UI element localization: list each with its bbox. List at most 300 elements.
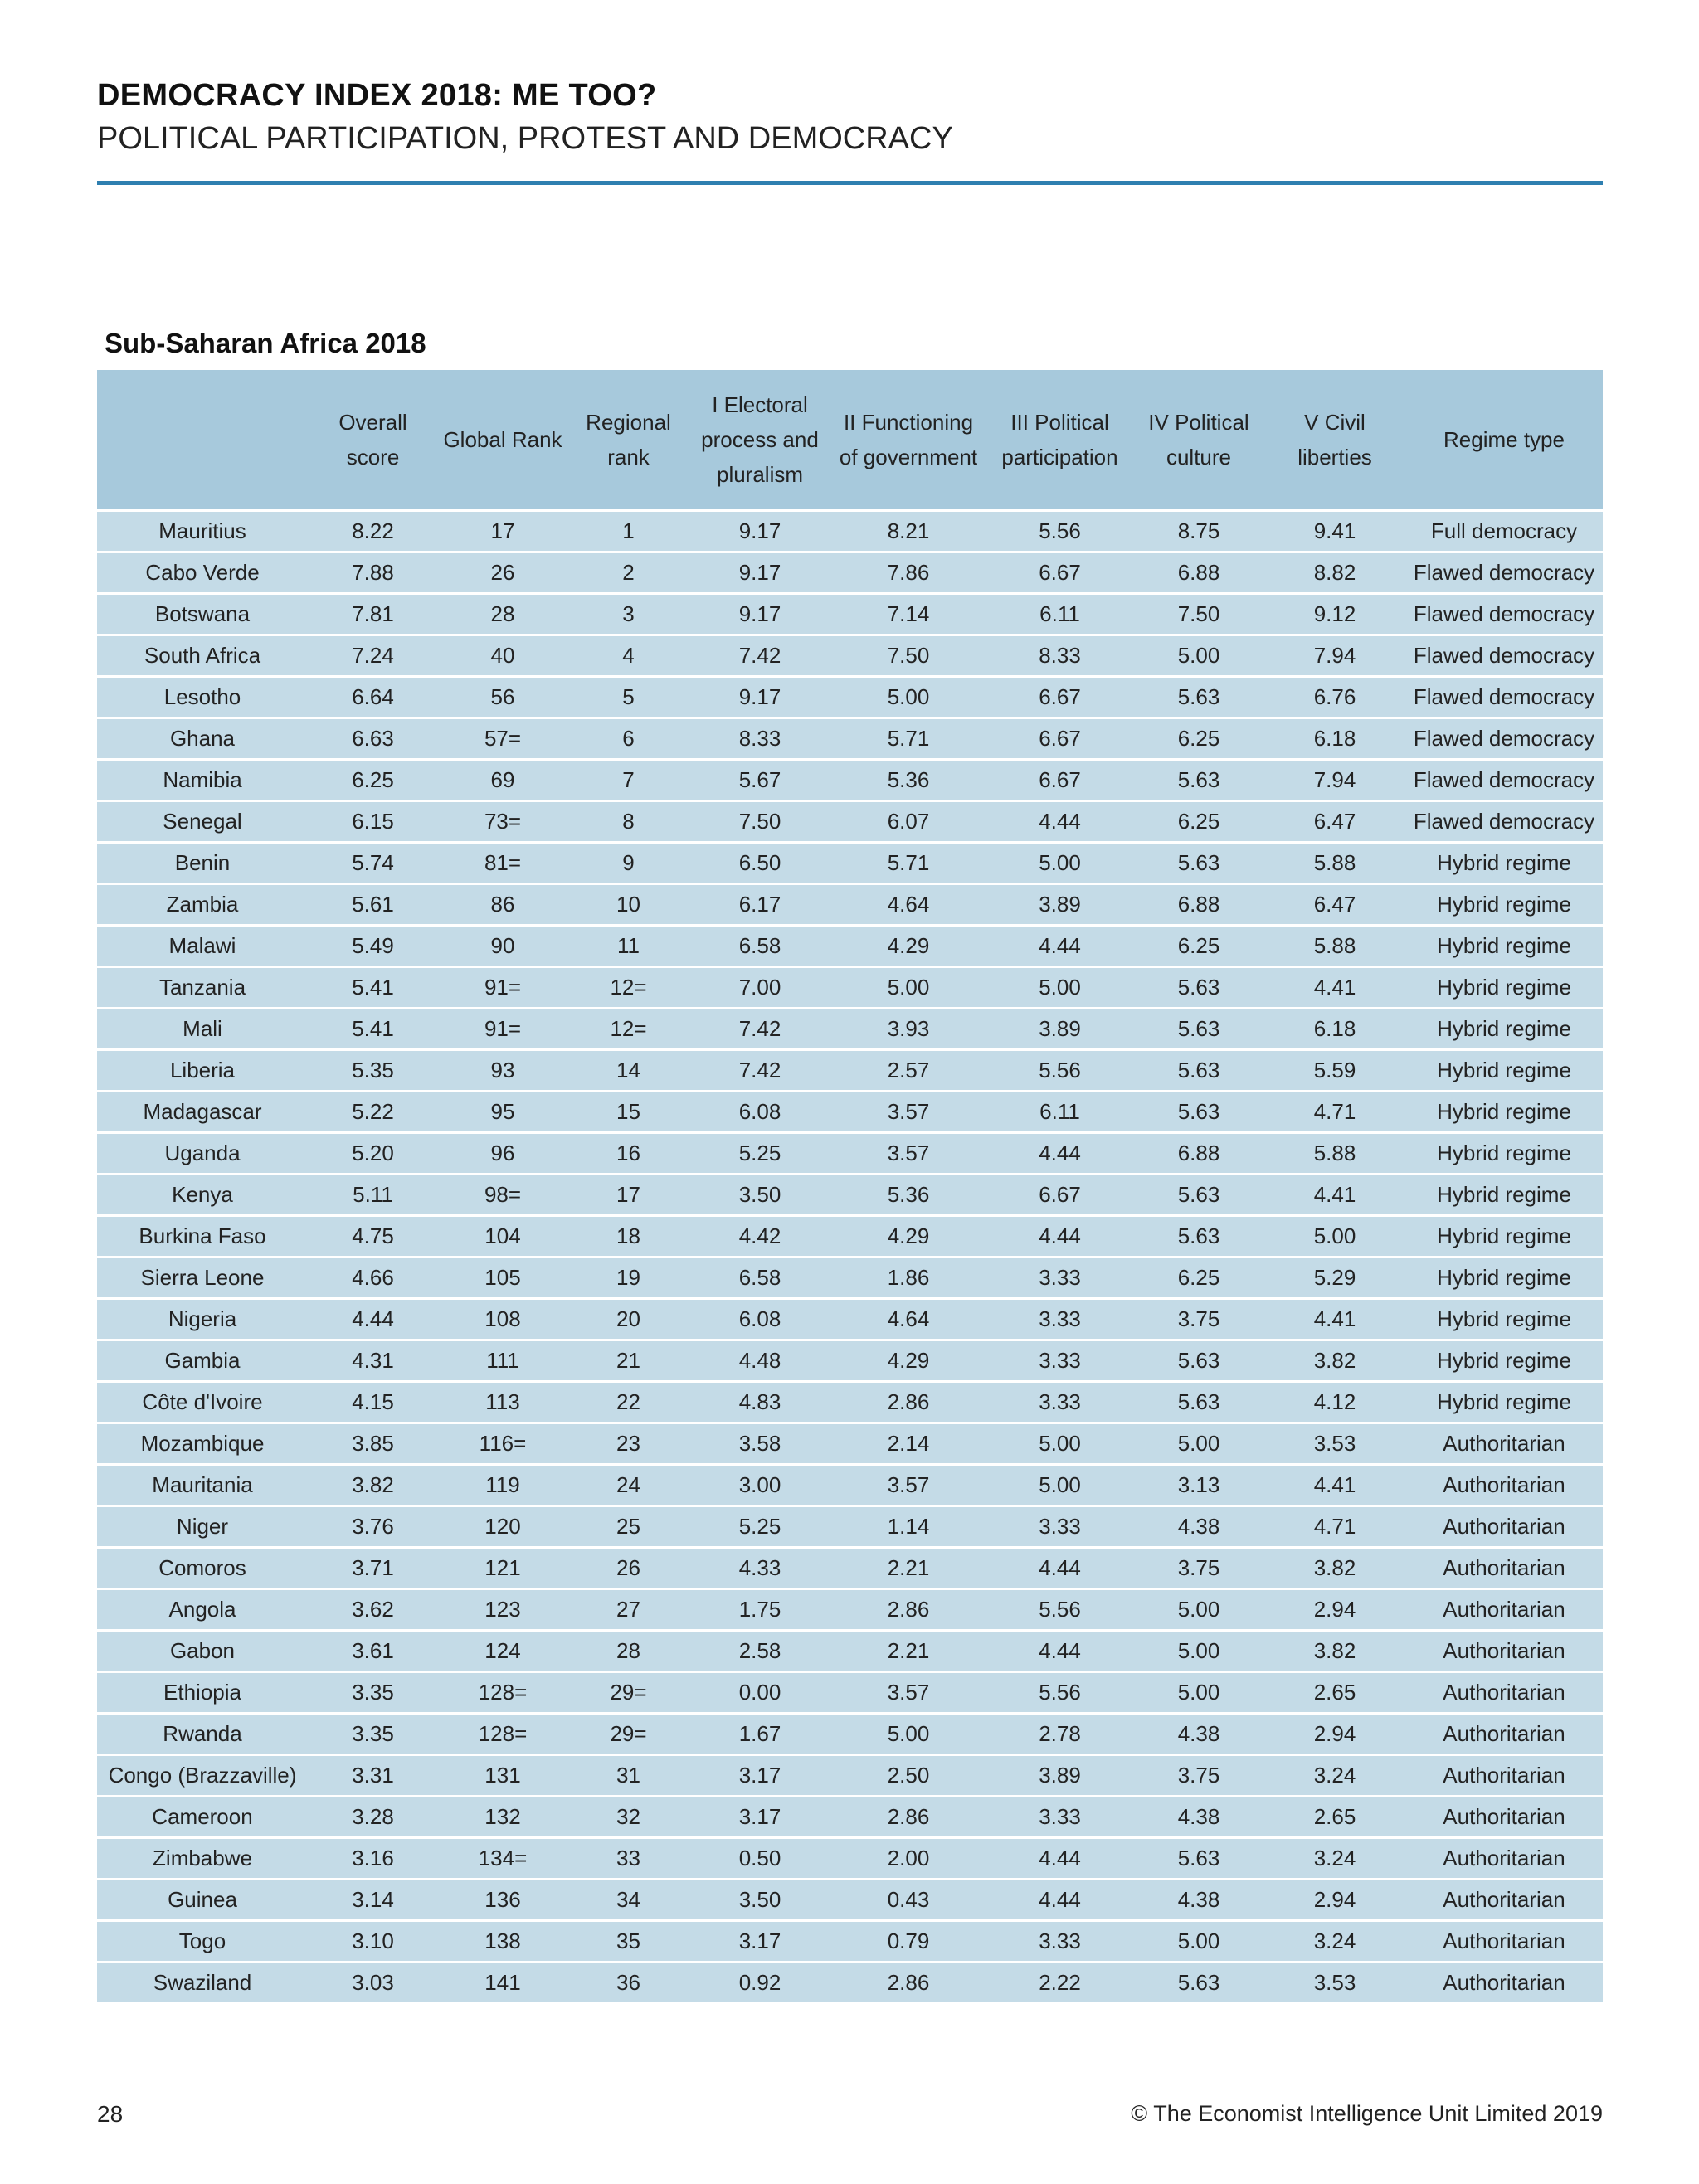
country-cell: Swaziland <box>97 1963 308 2003</box>
score-cell: 6.76 <box>1264 677 1405 718</box>
country-cell: Tanzania <box>97 967 308 1009</box>
column-header: IV Political culture <box>1133 370 1264 511</box>
score-cell: 6.88 <box>1133 1133 1264 1175</box>
score-cell: 31 <box>567 1755 689 1797</box>
country-cell: Botswana <box>97 594 308 635</box>
score-cell: 5.00 <box>1264 1216 1405 1257</box>
democracy-index-table <box>97 370 1603 2002</box>
score-cell: 12= <box>567 1009 689 1050</box>
score-cell: 3.82 <box>1264 1548 1405 1589</box>
country-cell: Gambia <box>97 1340 308 1382</box>
score-cell: 4.41 <box>1264 1175 1405 1216</box>
copyright-notice: © The Economist Intelligence Unit Limited 2019 <box>1131 2101 1603 2126</box>
report-title: DEMOCRACY INDEX 2018: ME TOO? <box>97 78 657 113</box>
score-cell: 4.44 <box>986 1216 1133 1257</box>
regime-type-cell: Hybrid regime <box>1405 1340 1603 1382</box>
score-cell: 108 <box>438 1299 567 1340</box>
score-cell: 7.50 <box>689 801 830 843</box>
score-cell: 5.63 <box>1133 967 1264 1009</box>
regime-type-cell: Authoritarian <box>1405 1672 1603 1714</box>
table-row <box>97 677 1603 718</box>
score-cell: 36 <box>567 1963 689 2003</box>
column-header: Regime type <box>1405 370 1603 511</box>
score-cell: 134= <box>438 1838 567 1880</box>
score-cell: 5.56 <box>986 511 1133 552</box>
score-cell: 12= <box>567 967 689 1009</box>
score-cell: 7.24 <box>308 635 438 677</box>
score-cell: 4.15 <box>308 1382 438 1423</box>
score-cell: 2.57 <box>830 1050 986 1092</box>
country-cell: Rwanda <box>97 1714 308 1755</box>
score-cell: 2.58 <box>689 1631 830 1672</box>
regime-type-cell: Authoritarian <box>1405 1423 1603 1465</box>
regime-type-cell: Hybrid regime <box>1405 1092 1603 1133</box>
score-cell: 34 <box>567 1880 689 1921</box>
score-cell: 26 <box>438 552 567 594</box>
score-cell: 5.00 <box>1133 1921 1264 1963</box>
score-cell: 9.41 <box>1264 511 1405 552</box>
regime-type-cell: Authoritarian <box>1405 1631 1603 1672</box>
column-header: III Political participation <box>986 370 1133 511</box>
score-cell: 5.63 <box>1133 1009 1264 1050</box>
score-cell: 3.17 <box>689 1797 830 1838</box>
score-cell: 9 <box>567 843 689 884</box>
table-row <box>97 1631 1603 1672</box>
score-cell: 5.25 <box>689 1133 830 1175</box>
score-cell: 123 <box>438 1589 567 1631</box>
score-cell: 6.50 <box>689 843 830 884</box>
score-cell: 6.11 <box>986 1092 1133 1133</box>
score-cell: 6.67 <box>986 760 1133 801</box>
country-cell: Burkina Faso <box>97 1216 308 1257</box>
column-header: II Functioning of government <box>830 370 986 511</box>
score-cell: 3.57 <box>830 1465 986 1506</box>
table-row <box>97 967 1603 1009</box>
score-cell: 96 <box>438 1133 567 1175</box>
score-cell: 26 <box>567 1548 689 1589</box>
score-cell: 7.94 <box>1264 635 1405 677</box>
score-cell: 124 <box>438 1631 567 1672</box>
score-cell: 7.86 <box>830 552 986 594</box>
score-cell: 5.00 <box>1133 1631 1264 1672</box>
regime-type-cell: Authoritarian <box>1405 1548 1603 1589</box>
regime-type-cell: Hybrid regime <box>1405 884 1603 926</box>
country-cell: Gabon <box>97 1631 308 1672</box>
score-cell: 14 <box>567 1050 689 1092</box>
country-cell: Benin <box>97 843 308 884</box>
score-cell: 6.67 <box>986 677 1133 718</box>
score-cell: 5.63 <box>1133 843 1264 884</box>
score-cell: 5.00 <box>830 1714 986 1755</box>
regime-type-cell: Authoritarian <box>1405 1714 1603 1755</box>
score-cell: 6.18 <box>1264 1009 1405 1050</box>
score-cell: 3.24 <box>1264 1838 1405 1880</box>
score-cell: 8.22 <box>308 511 438 552</box>
score-cell: 6.47 <box>1264 801 1405 843</box>
regime-type-cell: Hybrid regime <box>1405 1175 1603 1216</box>
score-cell: 5.36 <box>830 1175 986 1216</box>
country-cell: Zimbabwe <box>97 1838 308 1880</box>
score-cell: 8.33 <box>689 718 830 760</box>
score-cell: 3.33 <box>986 1382 1133 1423</box>
score-cell: 4.44 <box>986 1133 1133 1175</box>
score-cell: 8 <box>567 801 689 843</box>
score-cell: 5.00 <box>1133 635 1264 677</box>
score-cell: 3.10 <box>308 1921 438 1963</box>
table-row <box>97 1755 1603 1797</box>
country-cell: Mauritius <box>97 511 308 552</box>
score-cell: 2 <box>567 552 689 594</box>
score-cell: 5.49 <box>308 926 438 967</box>
score-cell: 6.67 <box>986 552 1133 594</box>
score-cell: 28 <box>438 594 567 635</box>
score-cell: 4.44 <box>986 801 1133 843</box>
table-body <box>97 511 1603 2003</box>
country-cell: Congo (Brazzaville) <box>97 1755 308 1797</box>
regime-type-cell: Authoritarian <box>1405 1506 1603 1548</box>
score-cell: 2.94 <box>1264 1714 1405 1755</box>
score-cell: 5.63 <box>1133 1216 1264 1257</box>
score-cell: 29= <box>567 1714 689 1755</box>
regime-type-cell: Authoritarian <box>1405 1465 1603 1506</box>
score-cell: 7.81 <box>308 594 438 635</box>
score-cell: 131 <box>438 1755 567 1797</box>
score-cell: 4.64 <box>830 1299 986 1340</box>
score-cell: 3.57 <box>830 1672 986 1714</box>
regime-type-cell: Hybrid regime <box>1405 967 1603 1009</box>
column-header: I Electoral process and pluralism <box>689 370 830 511</box>
score-cell: 0.43 <box>830 1880 986 1921</box>
score-cell: 98= <box>438 1175 567 1216</box>
country-cell: Côte d'Ivoire <box>97 1382 308 1423</box>
regime-type-cell: Hybrid regime <box>1405 843 1603 884</box>
regime-type-cell: Hybrid regime <box>1405 1382 1603 1423</box>
regime-type-cell: Flawed democracy <box>1405 677 1603 718</box>
score-cell: 6.64 <box>308 677 438 718</box>
score-cell: 7 <box>567 760 689 801</box>
score-cell: 5.88 <box>1264 843 1405 884</box>
score-cell: 3.75 <box>1133 1755 1264 1797</box>
country-cell: Angola <box>97 1589 308 1631</box>
column-header: Global Rank <box>438 370 567 511</box>
score-cell: 136 <box>438 1880 567 1921</box>
regime-type-cell: Hybrid regime <box>1405 1257 1603 1299</box>
score-cell: 8.82 <box>1264 552 1405 594</box>
score-cell: 3.24 <box>1264 1755 1405 1797</box>
table-row <box>97 1009 1603 1050</box>
score-cell: 6.25 <box>1133 1257 1264 1299</box>
score-cell: 57= <box>438 718 567 760</box>
score-cell: 4.29 <box>830 1216 986 1257</box>
score-cell: 6.07 <box>830 801 986 843</box>
table-row <box>97 1838 1603 1880</box>
table-row <box>97 1050 1603 1092</box>
regime-type-cell: Flawed democracy <box>1405 552 1603 594</box>
score-cell: 119 <box>438 1465 567 1506</box>
score-cell: 20 <box>567 1299 689 1340</box>
score-cell: 2.50 <box>830 1755 986 1797</box>
score-cell: 5.22 <box>308 1092 438 1133</box>
score-cell: 5.00 <box>1133 1589 1264 1631</box>
score-cell: 4.44 <box>986 1880 1133 1921</box>
score-cell: 56 <box>438 677 567 718</box>
regime-type-cell: Hybrid regime <box>1405 1133 1603 1175</box>
country-cell: Zambia <box>97 884 308 926</box>
table-row <box>97 1963 1603 2003</box>
score-cell: 4.41 <box>1264 1465 1405 1506</box>
score-cell: 3.33 <box>986 1797 1133 1838</box>
score-cell: 4 <box>567 635 689 677</box>
score-cell: 3.33 <box>986 1506 1133 1548</box>
table-header-row <box>97 370 1603 511</box>
score-cell: 32 <box>567 1797 689 1838</box>
score-cell: 1.67 <box>689 1714 830 1755</box>
score-cell: 5.56 <box>986 1589 1133 1631</box>
score-cell: 0.50 <box>689 1838 830 1880</box>
score-cell: 4.48 <box>689 1340 830 1382</box>
score-cell: 6.08 <box>689 1299 830 1340</box>
table-row <box>97 1340 1603 1382</box>
score-cell: 5 <box>567 677 689 718</box>
score-cell: 2.21 <box>830 1548 986 1589</box>
country-cell: Lesotho <box>97 677 308 718</box>
score-cell: 3.50 <box>689 1175 830 1216</box>
score-cell: 5.63 <box>1133 1092 1264 1133</box>
table-row <box>97 1880 1603 1921</box>
score-cell: 2.65 <box>1264 1797 1405 1838</box>
score-cell: 2.86 <box>830 1382 986 1423</box>
score-cell: 3.16 <box>308 1838 438 1880</box>
score-cell: 3.31 <box>308 1755 438 1797</box>
score-cell: 7.14 <box>830 594 986 635</box>
score-cell: 2.00 <box>830 1838 986 1880</box>
score-cell: 6.88 <box>1133 884 1264 926</box>
score-cell: 6.47 <box>1264 884 1405 926</box>
score-cell: 3.17 <box>689 1755 830 1797</box>
score-cell: 7.50 <box>1133 594 1264 635</box>
score-cell: 1.75 <box>689 1589 830 1631</box>
country-cell: Mozambique <box>97 1423 308 1465</box>
table-row <box>97 1672 1603 1714</box>
score-cell: 6.88 <box>1133 552 1264 594</box>
table-row <box>97 718 1603 760</box>
score-cell: 3.71 <box>308 1548 438 1589</box>
score-cell: 132 <box>438 1797 567 1838</box>
score-cell: 9.17 <box>689 594 830 635</box>
score-cell: 105 <box>438 1257 567 1299</box>
score-cell: 120 <box>438 1506 567 1548</box>
score-cell: 116= <box>438 1423 567 1465</box>
score-cell: 6.58 <box>689 926 830 967</box>
score-cell: 5.63 <box>1133 677 1264 718</box>
score-cell: 19 <box>567 1257 689 1299</box>
score-cell: 128= <box>438 1672 567 1714</box>
score-cell: 5.00 <box>986 1423 1133 1465</box>
score-cell: 2.86 <box>830 1963 986 2003</box>
score-cell: 3.75 <box>1133 1548 1264 1589</box>
score-cell: 6.58 <box>689 1257 830 1299</box>
score-cell: 81= <box>438 843 567 884</box>
score-cell: 5.41 <box>308 1009 438 1050</box>
score-cell: 69 <box>438 760 567 801</box>
score-cell: 1 <box>567 511 689 552</box>
score-cell: 1.86 <box>830 1257 986 1299</box>
regime-type-cell: Flawed democracy <box>1405 594 1603 635</box>
score-cell: 0.79 <box>830 1921 986 1963</box>
score-cell: 4.71 <box>1264 1092 1405 1133</box>
score-cell: 3.76 <box>308 1506 438 1548</box>
table-row <box>97 1382 1603 1423</box>
country-cell: Liberia <box>97 1050 308 1092</box>
country-cell: Sierra Leone <box>97 1257 308 1299</box>
score-cell: 5.63 <box>1133 1963 1264 2003</box>
score-cell: 1.14 <box>830 1506 986 1548</box>
score-cell: 6.67 <box>986 718 1133 760</box>
score-cell: 4.33 <box>689 1548 830 1589</box>
score-cell: 4.44 <box>986 1548 1133 1589</box>
regime-type-cell: Flawed democracy <box>1405 760 1603 801</box>
score-cell: 4.29 <box>830 1340 986 1382</box>
score-cell: 3.89 <box>986 884 1133 926</box>
score-cell: 4.71 <box>1264 1506 1405 1548</box>
score-cell: 9.17 <box>689 552 830 594</box>
score-cell: 3.93 <box>830 1009 986 1050</box>
score-cell: 3.33 <box>986 1340 1133 1382</box>
score-cell: 138 <box>438 1921 567 1963</box>
score-cell: 5.00 <box>986 967 1133 1009</box>
score-cell: 5.56 <box>986 1672 1133 1714</box>
table-row <box>97 843 1603 884</box>
score-cell: 28 <box>567 1631 689 1672</box>
score-cell: 5.59 <box>1264 1050 1405 1092</box>
score-cell: 7.42 <box>689 635 830 677</box>
regime-type-cell: Hybrid regime <box>1405 1216 1603 1257</box>
score-cell: 5.63 <box>1133 1838 1264 1880</box>
score-cell: 3.50 <box>689 1880 830 1921</box>
score-cell: 3.33 <box>986 1299 1133 1340</box>
score-cell: 3.75 <box>1133 1299 1264 1340</box>
table-row <box>97 552 1603 594</box>
score-cell: 5.29 <box>1264 1257 1405 1299</box>
score-cell: 7.88 <box>308 552 438 594</box>
score-cell: 3.00 <box>689 1465 830 1506</box>
table-row <box>97 1216 1603 1257</box>
column-header: Regional rank <box>567 370 689 511</box>
score-cell: 4.38 <box>1133 1714 1264 1755</box>
country-cell: South Africa <box>97 635 308 677</box>
score-cell: 2.86 <box>830 1589 986 1631</box>
score-cell: 93 <box>438 1050 567 1092</box>
score-cell: 4.44 <box>308 1299 438 1340</box>
table-row <box>97 594 1603 635</box>
country-cell: Malawi <box>97 926 308 967</box>
score-cell: 128= <box>438 1714 567 1755</box>
score-cell: 3.89 <box>986 1755 1133 1797</box>
score-cell: 2.65 <box>1264 1672 1405 1714</box>
score-cell: 5.71 <box>830 718 986 760</box>
score-cell: 3.14 <box>308 1880 438 1921</box>
score-cell: 9.17 <box>689 511 830 552</box>
regime-type-cell: Hybrid regime <box>1405 1009 1603 1050</box>
regime-type-cell: Hybrid regime <box>1405 1299 1603 1340</box>
score-cell: 5.88 <box>1264 926 1405 967</box>
score-cell: 5.35 <box>308 1050 438 1092</box>
score-cell: 5.00 <box>1133 1672 1264 1714</box>
score-cell: 9.12 <box>1264 594 1405 635</box>
score-cell: 4.64 <box>830 884 986 926</box>
table-row <box>97 926 1603 967</box>
score-cell: 4.83 <box>689 1382 830 1423</box>
score-cell: 3.17 <box>689 1921 830 1963</box>
score-cell: 73= <box>438 801 567 843</box>
table-row <box>97 1714 1603 1755</box>
score-cell: 8.33 <box>986 635 1133 677</box>
table-row <box>97 884 1603 926</box>
column-header: Overall score <box>308 370 438 511</box>
country-cell: Mali <box>97 1009 308 1050</box>
score-cell: 6.11 <box>986 594 1133 635</box>
country-cell: Guinea <box>97 1880 308 1921</box>
score-cell: 3.82 <box>308 1465 438 1506</box>
score-cell: 3.35 <box>308 1714 438 1755</box>
score-cell: 6.67 <box>986 1175 1133 1216</box>
score-cell: 3.89 <box>986 1009 1133 1050</box>
score-cell: 4.44 <box>986 1631 1133 1672</box>
score-cell: 6.25 <box>1133 801 1264 843</box>
score-cell: 2.86 <box>830 1797 986 1838</box>
score-cell: 5.63 <box>1133 1050 1264 1092</box>
score-cell: 4.38 <box>1133 1880 1264 1921</box>
score-cell: 5.63 <box>1133 1340 1264 1382</box>
score-cell: 6.17 <box>689 884 830 926</box>
score-cell: 22 <box>567 1382 689 1423</box>
country-cell: Cameroon <box>97 1797 308 1838</box>
score-cell: 2.94 <box>1264 1880 1405 1921</box>
score-cell: 9.17 <box>689 677 830 718</box>
score-cell: 6.63 <box>308 718 438 760</box>
score-cell: 4.29 <box>830 926 986 967</box>
score-cell: 86 <box>438 884 567 926</box>
table-row <box>97 511 1603 552</box>
table-row <box>97 760 1603 801</box>
table-row <box>97 1921 1603 1963</box>
score-cell: 21 <box>567 1340 689 1382</box>
country-cell: Madagascar <box>97 1092 308 1133</box>
score-cell: 7.42 <box>689 1009 830 1050</box>
score-cell: 121 <box>438 1548 567 1589</box>
score-cell: 91= <box>438 967 567 1009</box>
regime-type-cell: Full democracy <box>1405 511 1603 552</box>
score-cell: 5.88 <box>1264 1133 1405 1175</box>
table-row <box>97 1506 1603 1548</box>
score-cell: 11 <box>567 926 689 967</box>
score-cell: 18 <box>567 1216 689 1257</box>
score-cell: 4.75 <box>308 1216 438 1257</box>
score-cell: 3.58 <box>689 1423 830 1465</box>
page-number: 28 <box>97 2101 124 2127</box>
report-subtitle: POLITICAL PARTICIPATION, PROTEST AND DEMOCRACY <box>97 121 953 156</box>
regime-type-cell: Authoritarian <box>1405 1963 1603 2003</box>
table-row <box>97 635 1603 677</box>
score-cell: 33 <box>567 1838 689 1880</box>
score-cell: 23 <box>567 1423 689 1465</box>
score-cell: 6.25 <box>1133 926 1264 967</box>
score-cell: 104 <box>438 1216 567 1257</box>
score-cell: 3.03 <box>308 1963 438 2003</box>
score-cell: 5.00 <box>1133 1423 1264 1465</box>
score-cell: 5.74 <box>308 843 438 884</box>
column-header: V Civil liberties <box>1264 370 1405 511</box>
